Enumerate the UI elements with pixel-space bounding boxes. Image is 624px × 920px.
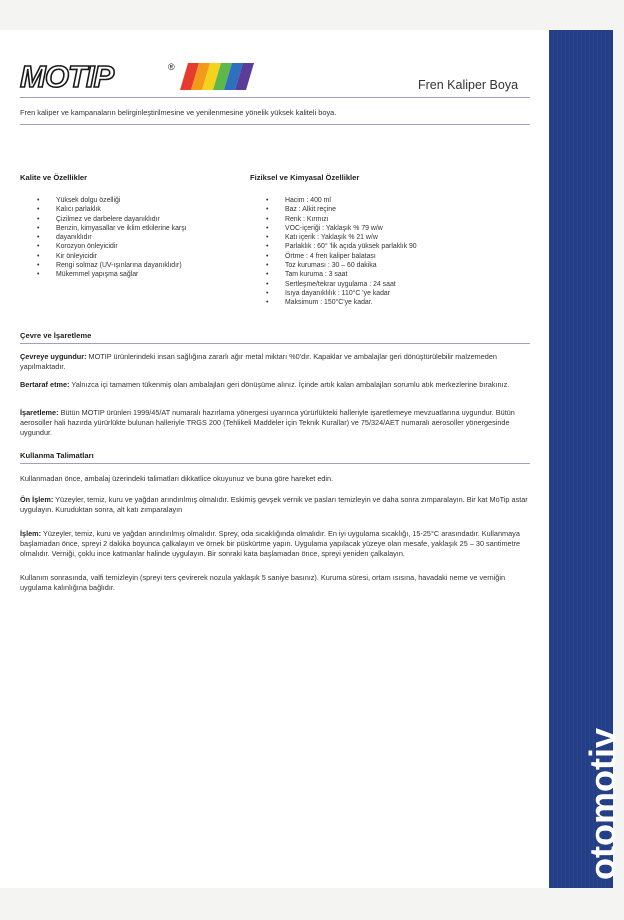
environment-paragraph-1: Çevreye uygundur: MOTIP ürünlerindeki insan sağlığına zararlı ağır metal miktarı %0'dır. Kapaklar ve ambalajlar geri dönüştürülebilir malzemeden yapılmaktadır. [20, 352, 497, 372]
quality-item-label: Korozyon önleyicidir [56, 243, 118, 251]
physical-item [266, 233, 417, 242]
physical-item-label: Isıya dayanıklılık : 110°C 'ye kadar [285, 289, 391, 297]
intro-text: Fren kaliper ve kampanaların belirginleştirilmesine ve yenilenmesine yönelik yüksek kaliteli boya. [20, 108, 337, 117]
bullet-icon: • [266, 243, 269, 251]
bullet-icon: • [37, 234, 40, 242]
quality-item [37, 252, 187, 261]
brand-logo [20, 60, 232, 94]
quality-item-label: Rengi solmaz (UV-ışınlarına dayanıklıdır) [56, 262, 182, 270]
quality-item-label: dayanıklıdır [56, 234, 92, 242]
physical-item [266, 270, 417, 279]
physical-item [266, 196, 417, 205]
physical-item [266, 224, 417, 233]
bullet-icon: • [266, 215, 269, 223]
physical-heading: Fiziksel ve Kimyasal Özellikler [250, 173, 360, 182]
environment-rule [20, 343, 530, 344]
physical-item [266, 289, 417, 298]
physical-item [266, 261, 417, 270]
physical-item [266, 298, 417, 307]
bullet-icon: • [266, 271, 269, 279]
physical-item-label: Renk : Kırmızı [285, 215, 329, 223]
bullet-icon: • [266, 252, 269, 260]
environment-paragraph-2: Bertaraf etme: Yalnızca içi tamamen tükenmiş olan ambalajları geri dönüşüme alınız. İçinde artık kalan ambalajları sorumlu atık merkezlerine bırakınız. [20, 380, 510, 389]
quality-heading: Kalite ve Özellikler [20, 173, 88, 182]
brand-name: MOTIP [20, 59, 114, 94]
physical-item-label: Örtme : 4 fren kaliper balatası [285, 252, 376, 260]
physical-item-label: VOC-içeriği : Yaklaşık % 79 w/w [285, 224, 383, 232]
bullet-icon: • [37, 243, 40, 251]
physical-item [266, 242, 417, 251]
usage-paragraph-3: Kullanım sonrasında, valfi temizleyin (spreyi ters çevirerek nozula yaklaşık 5 saniye basınız). Kuruma süresi, ortam ısısına, havadaki neme ve verniğin uygulama kalınlığına bağlıdır. [20, 573, 506, 593]
quality-item [37, 242, 187, 251]
registered-mark: ® [168, 62, 175, 72]
quality-item [37, 270, 187, 279]
bullet-icon: • [37, 197, 40, 204]
quality-item-label: Mükemmel yapışma sağlar [56, 271, 139, 279]
product-title: Fren Kaliper Boya [418, 78, 519, 92]
quality-item [37, 196, 187, 205]
physical-item [266, 205, 417, 214]
quality-item [37, 224, 187, 233]
environment-paragraph-3: İşaretleme: Bütün MOTIP ürünleri 1999/45/AT numaralı hazırlama yönergesi uyarınca yürürlükteki halleriyle işaretlemeye mevzuatlarına uygundur. Bütün aerosoller hali hazırda yürürlükte bulunan halleriyle TRGS 200 (Tehlikeli Maddeler için Teknik Kurallar) ve 75/324/AET numaralı aerosoller yönergesinde uygundur. [20, 408, 515, 438]
physical-item [266, 215, 417, 224]
physical-item [266, 280, 417, 289]
sidebar-label: otomotiv [582, 728, 623, 880]
bullet-icon: • [37, 215, 40, 223]
physical-item-label: Katı içerik : Yaklaşık % 21 w/w [285, 234, 378, 242]
quality-list [37, 196, 187, 280]
usage-heading: Kullanma Talimatları [20, 451, 94, 460]
bullet-icon: • [266, 234, 269, 242]
bullet-icon: • [37, 252, 40, 260]
quality-item-label: Kir önleyicidir [56, 252, 97, 260]
quality-item [37, 233, 187, 242]
physical-item-label: Toz kuruması : 30 – 60 dakika [285, 262, 377, 270]
quality-item-label: Benzin, kimyasallar ve iklim etkilerine karşı [56, 224, 187, 232]
bullet-icon: • [37, 206, 40, 214]
physical-item-label: Baz : Alkit reçine [285, 206, 336, 214]
quality-item-label: Kalıcı parlaklık [56, 206, 101, 214]
physical-list [266, 196, 417, 308]
bullet-icon: • [266, 280, 269, 288]
usage-paragraph-1: Ön İşlem: Yüzeyler, temiz, kuru ve yağdan arındırılmış olmalıdır. Eskimiş gevşek vernik ve pasları temizleyin ve daha sonra zımparalayın. Bir kat MoTip astar uygulayın. Kuruduktan sonra, alt katı zımparalayın [20, 495, 528, 515]
quality-item-label: Çizilmez ve darbelere dayanıklıdır [56, 215, 160, 223]
bullet-icon: • [266, 197, 269, 204]
physical-item-label: Sertleşme/tekrar uygulama : 24 saat [285, 280, 396, 288]
bullet-icon: • [266, 262, 269, 270]
bullet-icon: • [266, 206, 269, 214]
header-rule [20, 97, 530, 98]
environment-heading: Çevre ve İşaretleme [20, 331, 92, 340]
rainbow-stripes-icon [180, 63, 254, 90]
usage-rule [20, 463, 530, 464]
bullet-icon: • [37, 224, 40, 232]
bullet-icon: • [266, 224, 269, 232]
quality-item [37, 215, 187, 224]
bullet-icon: • [37, 271, 40, 279]
physical-item-label: Parlaklık : 60° 'lik açıda yüksek parlaklık 90 [285, 243, 417, 251]
physical-item-label: Hacim : 400 ml [285, 197, 331, 204]
quality-item [37, 261, 187, 270]
physical-item-label: Maksimum : 150°C'ye kadar. [285, 299, 373, 307]
physical-item [266, 252, 417, 261]
intro-rule [20, 124, 530, 125]
usage-paragraph-2: İşlem: Yüzeyler, temiz, kuru ve yağdan arındırılmış olmalıdır. Sprey, oda sıcaklığında olmalıdır. En iyi uygulama sıcaklığı, 15-25°C arasındadır. Kullanmaya başlamadan önce, spreyi 2 dakika boyunca çalkalayın ve örnek bir püskürtme yapın. Uygulama yapılacak yüzeye olan mesafe, yaklaşık 25 – 30 santimetre olmalıdır. Verniği, çoklu ince katmanlar halinde uygulayın. Bir sonraki kata başlamadan önce, spreyi yeniden çalkalayın. [20, 529, 521, 559]
physical-item-label: Tam kuruma : 3 saat [285, 271, 348, 279]
quality-item-label: Yüksek dolgu özelliği [56, 197, 121, 204]
bullet-icon: • [266, 289, 269, 297]
bullet-icon: • [266, 299, 269, 307]
quality-item [37, 205, 187, 214]
usage-paragraph-0: Kullanmadan önce, ambalaj üzerindeki talimatları dikkatlice okuyunuz ve buna göre hareket edin. [20, 474, 334, 483]
bullet-icon: • [37, 262, 40, 270]
